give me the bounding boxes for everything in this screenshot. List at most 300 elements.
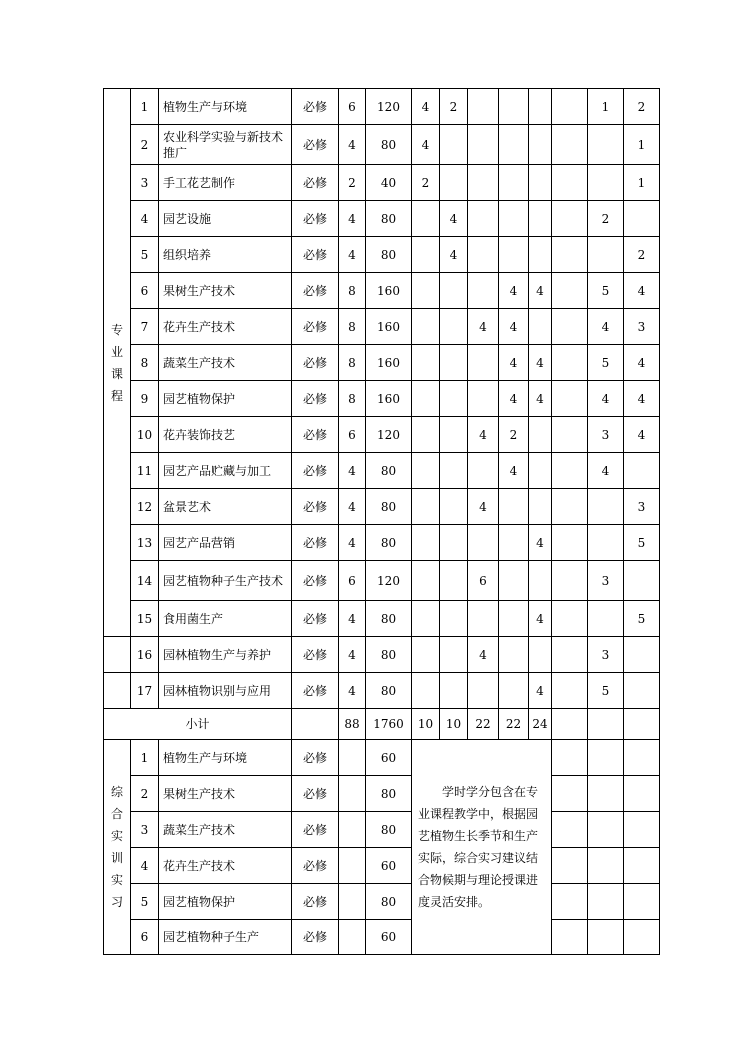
semester-hours-cell	[499, 89, 529, 125]
subtotal-semester-cell	[588, 709, 624, 740]
course-type: 必修	[292, 525, 339, 561]
semester-hours-cell	[529, 125, 552, 165]
semester-hours-cell	[588, 165, 624, 201]
course-number: 4	[131, 848, 159, 884]
semester-hours-cell: 4	[499, 381, 529, 417]
course-hours: 160	[366, 381, 412, 417]
semester-hours-cell	[624, 884, 660, 920]
semester-hours-cell	[440, 381, 468, 417]
course-credit: 8	[339, 273, 366, 309]
semester-hours-cell: 4	[624, 381, 660, 417]
semester-hours-cell	[624, 776, 660, 812]
semester-hours-cell	[552, 637, 588, 673]
semester-hours-cell	[552, 237, 588, 273]
semester-hours-cell: 4	[499, 273, 529, 309]
semester-hours-cell: 4	[468, 309, 499, 345]
course-name: 组织培养	[159, 237, 292, 273]
semester-hours-cell: 4	[588, 309, 624, 345]
semester-hours-cell	[624, 453, 660, 489]
semester-hours-cell	[624, 561, 660, 601]
course-number: 8	[131, 345, 159, 381]
semester-hours-cell	[412, 561, 440, 601]
section-label-char: 业	[110, 344, 123, 359]
semester-hours-cell: 4	[588, 381, 624, 417]
subtotal-type	[292, 709, 339, 740]
course-hours: 120	[366, 561, 412, 601]
course-number: 14	[131, 561, 159, 601]
course-credit: 4	[339, 489, 366, 525]
table-row	[104, 709, 660, 740]
course-number: 2	[131, 125, 159, 165]
course-credit: 2	[339, 165, 366, 201]
semester-hours-cell	[552, 812, 588, 848]
semester-hours-cell	[412, 601, 440, 637]
course-number: 13	[131, 525, 159, 561]
semester-hours-cell	[552, 381, 588, 417]
course-number: 1	[131, 89, 159, 125]
semester-hours-cell: 1	[588, 89, 624, 125]
semester-hours-cell	[552, 776, 588, 812]
semester-hours-cell	[468, 125, 499, 165]
semester-hours-cell: 4	[529, 673, 552, 709]
semester-hours-cell	[412, 381, 440, 417]
semester-hours-cell	[588, 776, 624, 812]
semester-hours-cell	[552, 740, 588, 776]
course-number: 11	[131, 453, 159, 489]
semester-hours-cell	[468, 381, 499, 417]
semester-hours-cell	[412, 273, 440, 309]
semester-hours-cell	[588, 601, 624, 637]
semester-hours-cell	[588, 525, 624, 561]
subtotal-semester-cell: 22	[468, 709, 499, 740]
course-type: 必修	[292, 884, 339, 920]
course-name: 食用菌生产	[159, 601, 292, 637]
course-type: 必修	[292, 201, 339, 237]
course-number: 6	[131, 273, 159, 309]
semester-hours-cell	[440, 637, 468, 673]
course-credit: 4	[339, 237, 366, 273]
table-row	[104, 525, 660, 561]
course-hours: 60	[366, 848, 412, 884]
course-number: 6	[131, 920, 159, 955]
course-type: 必修	[292, 812, 339, 848]
section-label-char: 课	[110, 366, 123, 381]
table-row	[104, 201, 660, 237]
course-credit: 4	[339, 125, 366, 165]
course-type: 必修	[292, 381, 339, 417]
semester-hours-cell	[529, 453, 552, 489]
table-row	[104, 381, 660, 417]
course-name: 园艺植物保护	[159, 381, 292, 417]
section-label-char: 实	[110, 873, 123, 887]
semester-hours-cell	[529, 237, 552, 273]
course-hours: 80	[366, 125, 412, 165]
course-hours: 120	[366, 417, 412, 453]
semester-hours-cell: 5	[588, 673, 624, 709]
course-credit	[339, 920, 366, 955]
course-type: 必修	[292, 561, 339, 601]
semester-hours-cell	[440, 165, 468, 201]
semester-hours-cell	[412, 417, 440, 453]
semester-hours-cell	[412, 237, 440, 273]
course-number: 12	[131, 489, 159, 525]
course-number: 17	[131, 673, 159, 709]
semester-hours-cell	[468, 237, 499, 273]
subtotal-semester-cell: 10	[412, 709, 440, 740]
semester-hours-cell: 4	[440, 237, 468, 273]
table-row	[104, 237, 660, 273]
table-row	[104, 417, 660, 453]
course-credit: 6	[339, 89, 366, 125]
course-name: 园艺设施	[159, 201, 292, 237]
course-type: 必修	[292, 237, 339, 273]
semester-hours-cell	[529, 201, 552, 237]
semester-hours-cell: 2	[499, 417, 529, 453]
curriculum-table	[103, 88, 660, 955]
course-name: 园艺植物种子生产技术	[159, 561, 292, 601]
course-credit	[339, 776, 366, 812]
semester-hours-cell: 4	[624, 345, 660, 381]
section-label-char: 合	[110, 807, 123, 821]
semester-hours-cell	[624, 920, 660, 955]
table-row	[104, 309, 660, 345]
semester-hours-cell	[552, 884, 588, 920]
semester-hours-cell	[499, 125, 529, 165]
table-row	[104, 776, 660, 812]
semester-hours-cell: 4	[440, 201, 468, 237]
semester-hours-cell: 6	[468, 561, 499, 601]
course-number: 4	[131, 201, 159, 237]
semester-hours-cell	[468, 201, 499, 237]
course-hours: 80	[366, 812, 412, 848]
semester-hours-cell	[529, 309, 552, 345]
table-row	[104, 637, 660, 673]
course-type: 必修	[292, 125, 339, 165]
course-name: 园林植物生产与养护	[159, 637, 292, 673]
course-name: 园艺产品营销	[159, 525, 292, 561]
semester-hours-cell	[440, 489, 468, 525]
semester-hours-cell	[499, 201, 529, 237]
semester-hours-cell	[468, 89, 499, 125]
section-label-char: 训	[110, 851, 123, 865]
course-number: 5	[131, 884, 159, 920]
course-number: 2	[131, 776, 159, 812]
semester-hours-cell	[552, 125, 588, 165]
semester-hours-cell	[552, 273, 588, 309]
course-hours: 80	[366, 237, 412, 273]
course-name: 蔬菜生产技术	[159, 345, 292, 381]
semester-hours-cell: 2	[624, 237, 660, 273]
course-hours: 80	[366, 673, 412, 709]
course-type: 必修	[292, 740, 339, 776]
subtotal-semester-cell	[552, 709, 588, 740]
semester-hours-cell: 4	[499, 309, 529, 345]
semester-hours-cell	[552, 417, 588, 453]
semester-hours-cell	[499, 165, 529, 201]
semester-hours-cell	[468, 525, 499, 561]
semester-hours-cell	[588, 848, 624, 884]
course-name: 农业科学实验与新技术推广	[159, 125, 292, 165]
section-label-char: 综	[110, 785, 123, 799]
semester-hours-cell	[552, 673, 588, 709]
semester-hours-cell	[552, 89, 588, 125]
semester-hours-cell: 4	[624, 273, 660, 309]
practice-note: 学时学分包含在专业课程教学中，根据园艺植物生长季节和生产实际，综合实习建议结合物候期与理论授课进度灵活安排。	[412, 740, 552, 955]
course-credit: 8	[339, 309, 366, 345]
semester-hours-cell	[412, 309, 440, 345]
course-credit: 4	[339, 601, 366, 637]
semester-hours-cell	[529, 165, 552, 201]
course-hours: 40	[366, 165, 412, 201]
semester-hours-cell	[440, 525, 468, 561]
semester-hours-cell	[412, 345, 440, 381]
semester-hours-cell: 1	[624, 125, 660, 165]
semester-hours-cell	[440, 561, 468, 601]
semester-hours-cell	[588, 920, 624, 955]
course-name: 果树生产技术	[159, 776, 292, 812]
semester-hours-cell	[440, 273, 468, 309]
semester-hours-cell: 3	[624, 489, 660, 525]
semester-hours-cell	[529, 637, 552, 673]
course-type: 必修	[292, 637, 339, 673]
course-number: 1	[131, 740, 159, 776]
semester-hours-cell	[499, 637, 529, 673]
semester-hours-cell	[440, 453, 468, 489]
semester-hours-cell: 4	[529, 381, 552, 417]
course-name: 果树生产技术	[159, 273, 292, 309]
semester-hours-cell	[588, 237, 624, 273]
course-hours: 160	[366, 273, 412, 309]
course-name: 盆景艺术	[159, 489, 292, 525]
semester-hours-cell	[468, 273, 499, 309]
semester-hours-cell: 5	[624, 601, 660, 637]
subtotal-semester-cell: 24	[529, 709, 552, 740]
table-row	[104, 812, 660, 848]
course-number: 3	[131, 812, 159, 848]
semester-hours-cell: 5	[588, 273, 624, 309]
semester-hours-cell	[624, 740, 660, 776]
course-name: 园艺产品贮藏与加工	[159, 453, 292, 489]
table-row	[104, 740, 660, 776]
semester-hours-cell: 5	[588, 345, 624, 381]
semester-hours-cell: 3	[624, 309, 660, 345]
course-credit: 4	[339, 201, 366, 237]
course-type: 必修	[292, 601, 339, 637]
section-label-empty	[104, 637, 131, 673]
section-label-professional	[104, 89, 131, 637]
table-row	[104, 673, 660, 709]
course-credit: 6	[339, 561, 366, 601]
subtotal-hours: 1760	[366, 709, 412, 740]
course-type: 必修	[292, 309, 339, 345]
course-credit	[339, 884, 366, 920]
course-hours: 60	[366, 920, 412, 955]
semester-hours-cell	[552, 201, 588, 237]
course-type: 必修	[292, 453, 339, 489]
course-name: 手工花艺制作	[159, 165, 292, 201]
semester-hours-cell: 4	[412, 125, 440, 165]
semester-hours-cell	[412, 637, 440, 673]
semester-hours-cell	[552, 601, 588, 637]
semester-hours-cell	[588, 884, 624, 920]
semester-hours-cell: 3	[588, 637, 624, 673]
semester-hours-cell: 4	[499, 453, 529, 489]
course-type: 必修	[292, 417, 339, 453]
semester-hours-cell	[499, 237, 529, 273]
semester-hours-cell: 4	[499, 345, 529, 381]
subtotal-semester-cell	[624, 709, 660, 740]
semester-hours-cell: 2	[412, 165, 440, 201]
course-hours: 60	[366, 740, 412, 776]
course-credit	[339, 848, 366, 884]
section-label-char: 实	[110, 829, 123, 843]
semester-hours-cell	[552, 453, 588, 489]
semester-hours-cell: 2	[588, 201, 624, 237]
course-name: 植物生产与环境	[159, 740, 292, 776]
table-row	[104, 345, 660, 381]
semester-hours-cell	[529, 561, 552, 601]
semester-hours-cell: 4	[468, 417, 499, 453]
course-type: 必修	[292, 273, 339, 309]
course-credit: 6	[339, 417, 366, 453]
course-name: 园艺植物种子生产	[159, 920, 292, 955]
course-hours: 160	[366, 345, 412, 381]
semester-hours-cell: 3	[588, 417, 624, 453]
semester-hours-cell	[624, 673, 660, 709]
semester-hours-cell: 4	[624, 417, 660, 453]
semester-hours-cell	[552, 848, 588, 884]
semester-hours-cell	[499, 673, 529, 709]
course-number: 10	[131, 417, 159, 453]
course-credit: 8	[339, 381, 366, 417]
semester-hours-cell	[552, 165, 588, 201]
semester-hours-cell	[412, 525, 440, 561]
semester-hours-cell: 4	[529, 345, 552, 381]
table-row	[104, 561, 660, 601]
course-type: 必修	[292, 345, 339, 381]
semester-hours-cell: 3	[588, 561, 624, 601]
semester-hours-cell	[499, 561, 529, 601]
course-type: 必修	[292, 920, 339, 955]
table-row	[104, 601, 660, 637]
semester-hours-cell	[552, 561, 588, 601]
table-row	[104, 884, 660, 920]
course-name: 园林植物识别与应用	[159, 673, 292, 709]
section-label-char: 专	[110, 322, 123, 337]
semester-hours-cell	[440, 417, 468, 453]
course-hours: 80	[366, 201, 412, 237]
semester-hours-cell	[624, 201, 660, 237]
subtotal-semester-cell: 10	[440, 709, 468, 740]
course-type: 必修	[292, 165, 339, 201]
semester-hours-cell	[529, 89, 552, 125]
subtotal-semester-cell: 22	[499, 709, 529, 740]
semester-hours-cell	[440, 601, 468, 637]
table-row	[104, 89, 660, 125]
semester-hours-cell: 2	[440, 89, 468, 125]
course-credit: 4	[339, 673, 366, 709]
semester-hours-cell	[468, 453, 499, 489]
semester-hours-cell	[624, 848, 660, 884]
table-row	[104, 489, 660, 525]
semester-hours-cell: 4	[588, 453, 624, 489]
semester-hours-cell	[468, 345, 499, 381]
semester-hours-cell: 4	[529, 273, 552, 309]
course-hours: 160	[366, 309, 412, 345]
semester-hours-cell	[499, 601, 529, 637]
course-number: 5	[131, 237, 159, 273]
semester-hours-cell	[499, 525, 529, 561]
course-name: 花卉生产技术	[159, 848, 292, 884]
course-hours: 80	[366, 525, 412, 561]
semester-hours-cell	[529, 417, 552, 453]
semester-hours-cell	[552, 345, 588, 381]
course-hours: 80	[366, 884, 412, 920]
section-label-practice	[104, 740, 131, 955]
semester-hours-cell: 4	[529, 525, 552, 561]
semester-hours-cell	[529, 489, 552, 525]
semester-hours-cell: 4	[468, 637, 499, 673]
section-label-char: 习	[110, 895, 123, 909]
semester-hours-cell	[412, 453, 440, 489]
course-hours: 80	[366, 453, 412, 489]
course-hours: 120	[366, 89, 412, 125]
semester-hours-cell	[552, 920, 588, 955]
section-label-empty	[104, 673, 131, 709]
course-credit: 4	[339, 525, 366, 561]
course-type: 必修	[292, 776, 339, 812]
course-name: 花卉装饰技艺	[159, 417, 292, 453]
semester-hours-cell	[624, 637, 660, 673]
course-type: 必修	[292, 489, 339, 525]
subtotal-credit: 88	[339, 709, 366, 740]
course-name: 蔬菜生产技术	[159, 812, 292, 848]
course-number: 15	[131, 601, 159, 637]
course-credit: 4	[339, 637, 366, 673]
course-credit	[339, 812, 366, 848]
semester-hours-cell	[468, 601, 499, 637]
course-number: 7	[131, 309, 159, 345]
table-row	[104, 165, 660, 201]
course-name: 园艺植物保护	[159, 884, 292, 920]
course-type: 必修	[292, 848, 339, 884]
course-hours: 80	[366, 601, 412, 637]
semester-hours-cell	[412, 489, 440, 525]
semester-hours-cell	[468, 165, 499, 201]
semester-hours-cell: 4	[412, 89, 440, 125]
semester-hours-cell	[552, 489, 588, 525]
section-label-char: 程	[110, 388, 123, 403]
semester-hours-cell	[440, 345, 468, 381]
course-credit: 8	[339, 345, 366, 381]
course-number: 16	[131, 637, 159, 673]
semester-hours-cell	[552, 525, 588, 561]
course-type: 必修	[292, 673, 339, 709]
semester-hours-cell	[588, 489, 624, 525]
table-row	[104, 453, 660, 489]
table-row	[104, 273, 660, 309]
semester-hours-cell: 5	[624, 525, 660, 561]
semester-hours-cell	[624, 812, 660, 848]
table-row	[104, 125, 660, 165]
table-row	[104, 920, 660, 955]
semester-hours-cell: 4	[529, 601, 552, 637]
semester-hours-cell	[588, 125, 624, 165]
semester-hours-cell	[440, 673, 468, 709]
course-credit: 4	[339, 453, 366, 489]
semester-hours-cell	[552, 309, 588, 345]
semester-hours-cell: 1	[624, 165, 660, 201]
